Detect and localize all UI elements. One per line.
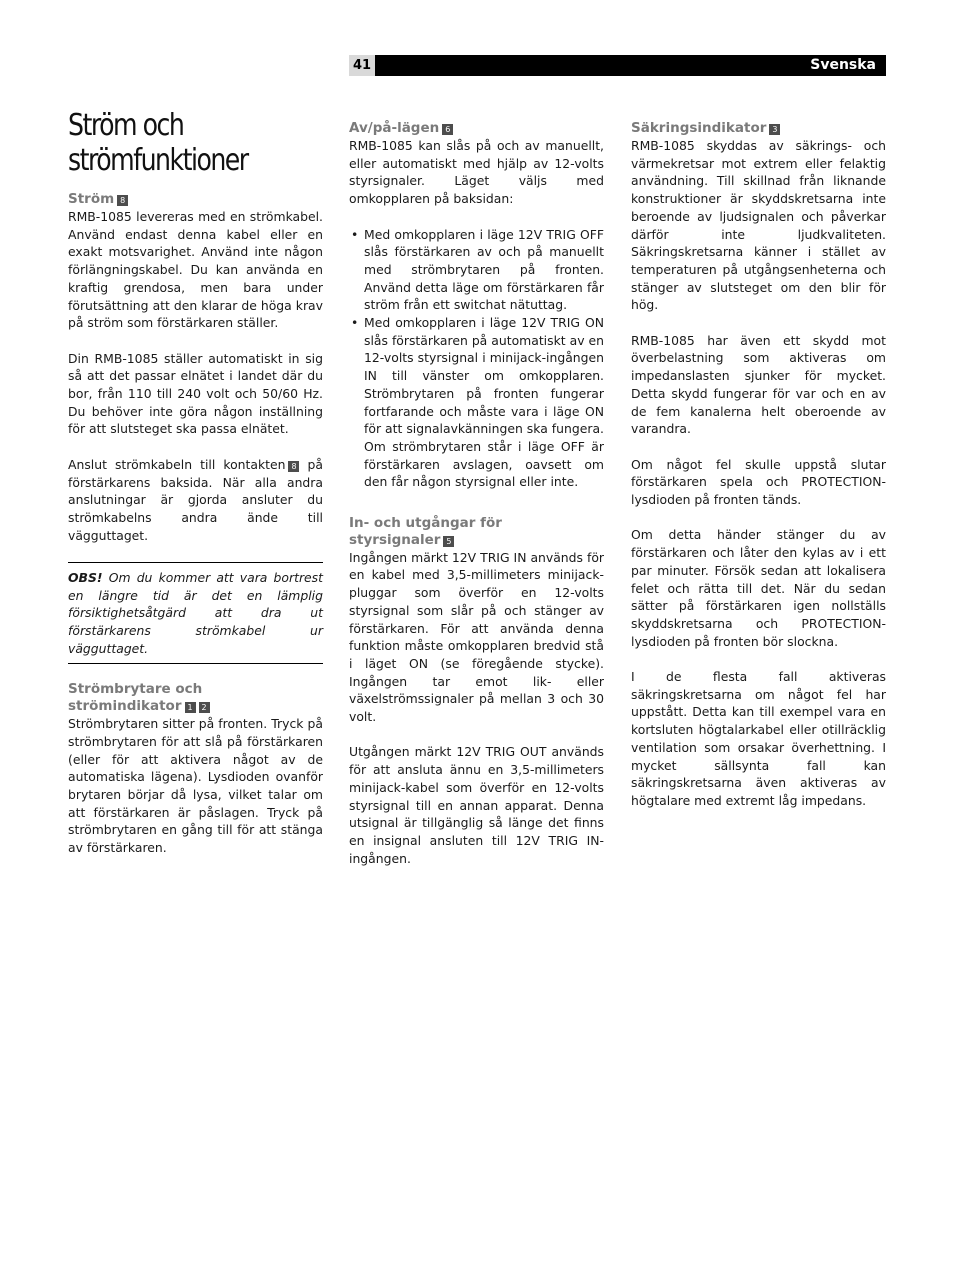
- paragraph: Din RMB-1085 ställer automatiskt in sig så att det passar elnätet i landet där du bor, från 110 till 240 volt och 50/60 Hz. Du behöver inte göra någon inställning för att slutsteget ska passa elnätet.: [68, 350, 323, 437]
- heading-text: strömindikator: [68, 698, 182, 715]
- heading-text: Säkringsindikator: [631, 120, 767, 136]
- heading-text: Av/på-lägen: [349, 120, 440, 136]
- reference-box: 8: [288, 461, 299, 472]
- paragraph: Strömbrytaren sitter på fronten. Tryck på strömbrytaren för att slå på förstärkaren (eller för att aktivera något av de automatiska lägena). Lysdioden ovanför brytaren börjar då lysa, vilket talar om att förstärkaren är påslagen. Tryck på strömbrytaren en gång till för att stänga av förstärkaren.: [68, 716, 323, 856]
- heading-text: In- och utgångar för: [349, 514, 502, 531]
- reference-box: 5: [443, 536, 454, 547]
- section-heading-strombrytare: [68, 681, 323, 715]
- paragraph: Utgången märkt 12V TRIG OUT används för att ansluta ännu en 3,5-millimeters minijack-kabel som överför en 12-volts styrsignal till en annan apparat. Denna utsignal är tillgänglig så länge det finns en insignal ansluten till 12V TRIG IN-ingången.: [349, 744, 604, 866]
- reference-box: 6: [442, 124, 453, 135]
- paragraph: RMB-1085 skyddas av säkrings- och värmekretsar mot extrem eller felaktig användning. Till skillnad från liknande konstruktioner är skyddskretsarna inte beroende av ljudsignalen och påverkar därför inte ljudkvaliteten. Säkringskretsarna känner i stället av temperaturen på utgångsenheterna och stänger av slutsteget om den blir för hög.: [631, 138, 886, 313]
- language-label: Svenska: [810, 57, 876, 73]
- page-number: 41: [349, 55, 375, 76]
- paragraph: RMB-1085 har även ett skydd mot överbelastning som aktiveras om impedanslasten sjunker för mycket. Detta skydd fungerar för var och en av de fem kanalerna helt oberoende av varandra.: [631, 332, 886, 437]
- section-heading-avpa: [349, 120, 604, 137]
- section-heading-strom: [68, 191, 323, 208]
- note-text: Om du kommer att vara bortrest en längre tid är det en lämplig försiktighetsåtgärd att dra ut förstärkarens strömkabel ur vägguttaget.: [68, 570, 323, 656]
- reference-box: 2: [199, 702, 210, 713]
- column-2: [349, 120, 604, 885]
- page-header-bar: [349, 55, 886, 76]
- list-item: • Med omkopplaren i läge 12V TRIG OFF slås förstärkaren av och på manuellt med strömbrytaren på fronten. Använd detta läge om förstärkaren får ström från ett switchat nätuttag.: [349, 226, 604, 315]
- paragraph: RMB-1085 kan slås på och av manuellt, eller automatiskt med hjälp av 12-volts styrsignaler. Läget väljs med omkopplaren på baksidan:: [349, 138, 604, 207]
- reference-box: 8: [117, 195, 128, 206]
- paragraph: I de flesta fall aktiveras säkringskretsarna om något fel har uppstått. Detta kan till exempel vara en kortsluten högtalarkabel eller otillräcklig ventilation som orsakar överhettning. I mycket sällsynta fall kan säkringskretsarna även aktiveras av högtalare med extremt låg impedans.: [631, 669, 886, 808]
- paragraph: RMB-1085 levereras med en strömkabel. Använd endast denna kabel eller en exakt motsvarighet. Använd inte någon förlängningskabel. Du kan använda en kraftig grendosa, men bara under förutsättning att den klarar de höga krav på ström som förstärkaren ställer.: [68, 209, 323, 331]
- paragraph: Ingången märkt 12V TRIG IN används för en kabel med 3,5-millimeters minijack-pluggar som överför en 12-volts styrsignal som slår på och stänger av förstärkaren. För att använda denna funktion måste omkopplaren bredvid stå i läget ON (se föregående stycke). Ingången tar emot lik- eller växelströmssignaler på mellan 3 och 30 volt.: [349, 549, 604, 725]
- section-heading-sakring: [631, 120, 886, 137]
- reference-box: 3: [769, 124, 780, 135]
- column-1: [68, 191, 323, 875]
- text-run: Anslut strömkabeln till kontakten: [68, 456, 286, 472]
- list-item: • Med omkopplaren i läge 12V TRIG ON slås förstärkaren på automatiskt av en 12-volts styrsignal i minijack-ingången IN till vänster om omkopplaren. Strömbrytaren på fronten fungerar fortfarande och måste vara i läge ON för att signalavkänningen ska fungera. Om strömbrytaren står i läge OFF är förstärkaren avslagen, oavsett om den får någon styrsignal eller inte.: [349, 314, 604, 491]
- heading-text: styrsignaler: [349, 531, 441, 548]
- bullet-list: [349, 226, 604, 492]
- note-label: OBS!: [68, 570, 103, 586]
- reference-box: 1: [185, 702, 196, 713]
- heading-text: Strömbrytare och: [68, 681, 203, 698]
- column-3: [631, 120, 886, 827]
- paragraph: [68, 456, 323, 545]
- paragraph: Om detta händer stänger du av förstärkaren och låter den kylas av i ett par minuter. Försök sedan att lokalisera felet och rätta till det. När du sedan sätter på förstärkaren igen nollställs skyddskretsarna och PROTECTION-lysdioden på fronten bör slockna.: [631, 527, 886, 649]
- heading-text: Ström: [68, 191, 115, 207]
- text-run: på förstärkarens baksida. När alla andra anslutningar är gjorda ansluter du strömkabelns andra ände till vägguttaget.: [68, 456, 323, 543]
- paragraph: Om något fel skulle uppstå slutar förstärkaren spela och PROTECTION-lysdioden på fronten tänds.: [631, 456, 886, 508]
- note-box: [68, 562, 323, 664]
- section-heading-inut: [349, 515, 604, 549]
- page-title: Ström och strömfunktioner: [68, 108, 248, 178]
